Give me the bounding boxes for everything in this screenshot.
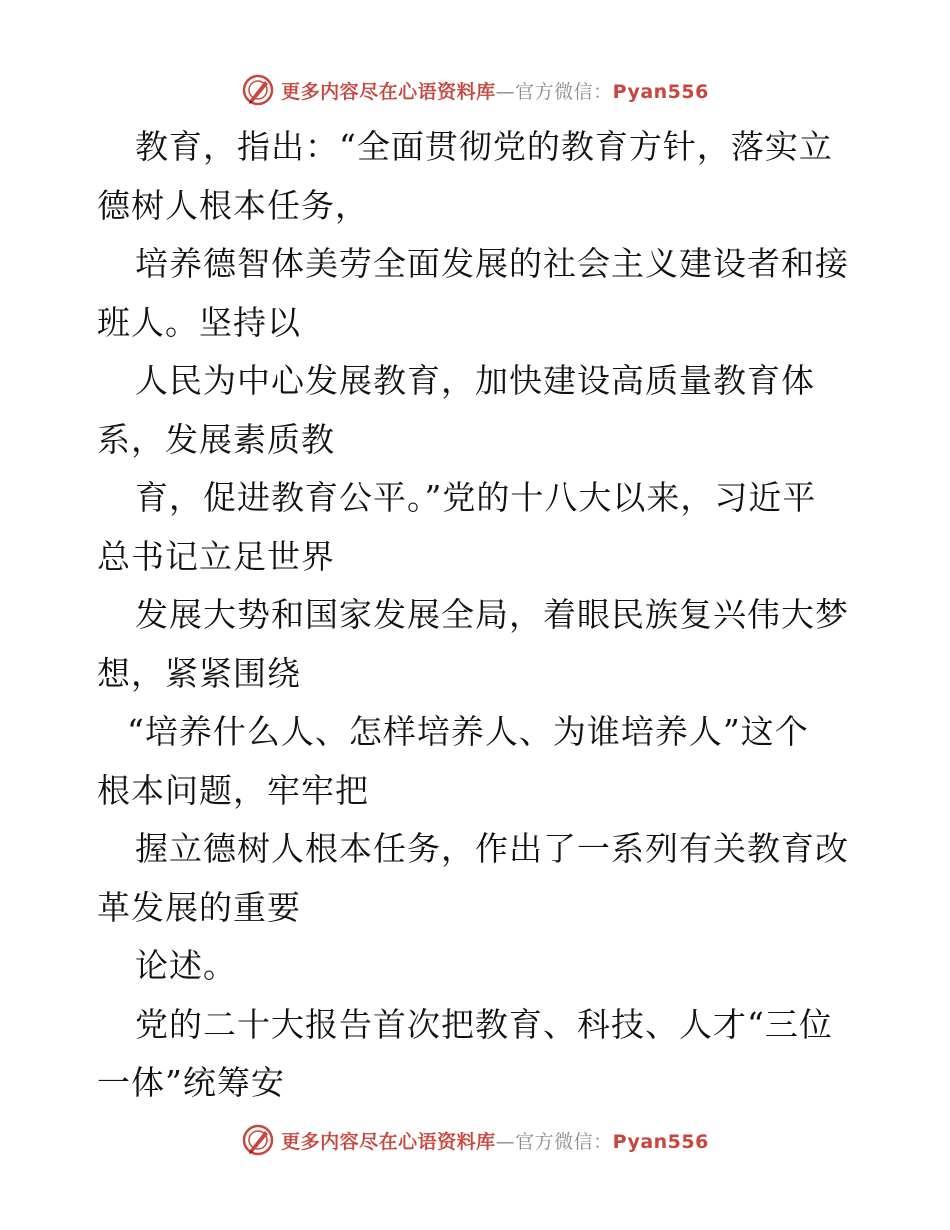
- watermark-separator: —: [495, 80, 516, 103]
- text-line: 论述。: [135, 946, 237, 985]
- text-line: 想，紧紧围绕: [97, 653, 301, 693]
- text-line: “培养什么人、怎样培养人、为谁培养人”这个: [127, 712, 809, 751]
- watermark-label: 官方微信：: [515, 80, 613, 103]
- text-line: 发展大势和国家发展全局，着眼民族复兴伟大梦: [135, 595, 849, 634]
- text-line: 德树人根本任务，: [97, 185, 369, 225]
- text-line: 一体”统筹安: [97, 1063, 285, 1102]
- text-line: 人民为中心发展教育，加快建设高质量教育体: [135, 361, 815, 400]
- watermark-account: Pyan556: [612, 1130, 709, 1153]
- document-body: [97, 118, 857, 1113]
- watermark-brand: 更多内容尽在心语资料库: [281, 1130, 496, 1153]
- text-line: 班人。坚持以: [97, 302, 301, 342]
- text-line: 党的二十大报告首次把教育、科技、人才“三位: [135, 1004, 833, 1044]
- text-line: 握立德树人根本任务，作出了一系列有关教育改: [135, 829, 849, 868]
- text-line: 培养德智体美劳全面发展的社会主义建设者和接: [135, 244, 849, 283]
- watermark-separator: —: [495, 1130, 516, 1153]
- watermark-label: 官方微信：: [515, 1130, 613, 1153]
- watermark-account: Pyan556: [612, 80, 709, 103]
- pen-circle-logo-icon: [241, 1123, 275, 1157]
- footer-watermark: [0, 1120, 950, 1160]
- pen-circle-logo-icon: [241, 73, 275, 107]
- header-watermark: [0, 70, 950, 110]
- text-line: 革发展的重要: [97, 887, 301, 927]
- text-line: 育，促进教育公平。”党的十八大以来，习近平: [135, 478, 817, 517]
- text-line: 系，发展素质教: [97, 419, 335, 459]
- watermark-brand: 更多内容尽在心语资料库: [281, 80, 496, 103]
- text-line: 教育，指出：“全面贯彻党的教育方针，落实立: [135, 127, 833, 166]
- text-line: 总书记立足世界: [97, 536, 335, 576]
- text-line: 根本问题，牢牢把: [97, 770, 369, 810]
